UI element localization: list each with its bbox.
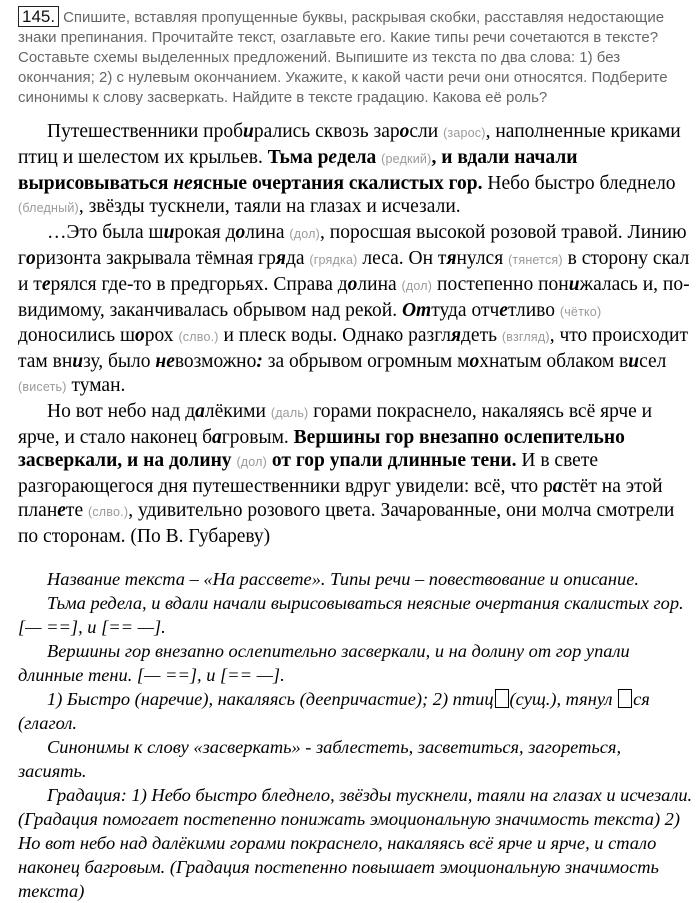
- zero-ending-box-icon: [618, 689, 632, 708]
- inserted-letter: не: [173, 172, 193, 194]
- exercise-instruction-block: [18, 6, 690, 108]
- text-run: дела: [337, 146, 382, 168]
- text-run: леса. Он т: [357, 247, 447, 269]
- inserted-letter: я: [450, 325, 462, 347]
- text-run: сли: [409, 121, 444, 142]
- text-run: Вершины гор внезапно ослепительно засверкали, и на долину: [18, 426, 625, 472]
- inserted-letter: е: [57, 499, 66, 521]
- inserted-letter: о: [135, 325, 145, 347]
- text-run: , удивительно розового цвета. Зачарованные, они молча смотрели по сторонам. (По В. Губареву): [18, 499, 675, 547]
- check-word-hint: (грядка): [309, 252, 358, 267]
- text-run: жалась и, по-видимому, заканчивалась обрывом над рекой.: [18, 273, 690, 321]
- check-word-hint: (взгляд): [501, 330, 550, 345]
- text-paragraph-1: [18, 120, 690, 221]
- text-run: лёкими: [204, 400, 271, 422]
- text-run: туда отч: [431, 299, 500, 321]
- check-word-hint: (дол): [289, 227, 321, 242]
- inserted-letter: е: [41, 273, 51, 295]
- exercise-instruction: Спишите, вставляя пропущенные буквы, раскрывая скобки, расставляя недостающие знаки препинания. Прочитайте текст, озаглавьте его. Какие типы речи сочетаются в тексте? Составьте схемы выделенных предложений. Выпишите из текста по два слова: 1) без окончания; 2) с нулевым окончанием. Укажите, к какой части речи они относятся. Подберите синонимы к слову засверкать. Найдите в тексте градацию. Какова её роль?: [18, 9, 668, 106]
- text-run: Путешественники проб: [47, 121, 244, 142]
- text-run: ризонта закрывала тёмная гр: [35, 247, 276, 269]
- text-run: нулся: [456, 247, 509, 269]
- inserted-letter: и: [163, 222, 175, 244]
- inserted-letter: и: [72, 351, 84, 373]
- text-run: Тьма р: [267, 146, 329, 168]
- inserted-punctuation: :: [256, 351, 263, 373]
- text-run: те: [65, 499, 88, 521]
- check-word-hint: (бледный): [18, 201, 79, 216]
- text-run: да: [285, 247, 310, 269]
- text-run: лина: [245, 222, 290, 244]
- answer-words-part: (сущ.), тянул: [509, 688, 613, 709]
- text-run: , поросшая высокой розовой травой. Линию г: [18, 222, 687, 269]
- text-run: тливо: [507, 299, 560, 321]
- text-run: от гор упали длинные тени.: [267, 450, 517, 472]
- text-run: Небо быстро бледнело: [482, 172, 676, 194]
- inserted-letter: о: [469, 351, 480, 373]
- text-run: гровым.: [221, 426, 294, 448]
- text-run: рокая д: [174, 222, 236, 244]
- text-run: зу, было: [83, 351, 156, 373]
- check-word-hint: (дол): [401, 278, 433, 293]
- text-run: горами покраснело, накаляясь всё ярче и ярче, и стало наконец б: [18, 400, 653, 448]
- inserted-letter: я: [446, 247, 457, 269]
- answer-scheme-1: Тьма редела, и вдали начали вырисовываться неясные очертания скалистых гор. [— ==], и [== —].: [18, 592, 684, 637]
- inserted-letter: е: [499, 299, 508, 321]
- text-run: рались сквозь зар: [253, 121, 400, 142]
- check-word-hint: (висеть): [18, 379, 67, 394]
- answer-words: [18, 687, 694, 735]
- answer-title-line: Название текста – «На рассвете». Типы речи – повествование и описание.: [47, 568, 639, 589]
- answer-synonyms: Синонимы к слову «засверкать» - заблестеть, засветиться, загореться, засиять.: [18, 736, 622, 781]
- exercise-text: [18, 120, 690, 549]
- check-word-hint: (дол): [236, 455, 268, 470]
- check-word-hint: (слво.): [178, 330, 219, 345]
- inserted-letter: о: [235, 222, 246, 244]
- inserted-letter: я: [275, 247, 286, 269]
- text-run: , что происходит там вн: [18, 325, 688, 373]
- check-word-hint: (зарос): [443, 126, 486, 140]
- text-run: рох: [144, 325, 179, 347]
- inserted-letter: о: [399, 121, 410, 142]
- exercise-number: 145.: [18, 6, 59, 27]
- text-run: сел: [639, 351, 667, 373]
- text-run: стёт на этой план: [18, 476, 663, 521]
- text-run: деть: [461, 325, 502, 347]
- answer-scheme-2: Вершины гор внезапно ослепительно засверкали, и на долину от гор упали длинные тени. [— ==], и [== —].: [18, 640, 630, 685]
- text-run: и плеск воды. Однако разгл: [218, 325, 451, 347]
- answer-words-part: ся (глагол.: [18, 688, 650, 733]
- text-run: ясные очертания скалистых гор.: [192, 172, 483, 194]
- text-run: рялся где-то в предгорьях. Справа д: [50, 273, 348, 295]
- inserted-letter: и: [568, 273, 580, 295]
- answer-gradation: Градация: 1) Небо быстро бледнело, звёзды тускнели, таяли на глазах и исчезали. (Градация помогает постепенно понижать эмоциональную значимость текста) 2) Но вот небо над далёкими горами покраснело, накаляясь всё ярче и ярче, и стало наконец багровым. (Градация постепенно повышает эмоциональную значимость текста): [18, 784, 693, 901]
- answer-block: [18, 567, 694, 903]
- zero-ending-box-icon: [495, 689, 509, 708]
- check-word-hint: (даль): [270, 405, 309, 420]
- text-paragraph-3: [18, 400, 690, 549]
- inserted-letter: о: [26, 247, 36, 269]
- text-run: в сторону скал и т: [18, 247, 690, 295]
- text-run: , наполненные криками птиц и шелестом их крыльев.: [18, 121, 681, 168]
- answer-words-part: 1) Быстро (наречие), накаляясь (деепричастие); 2) птиц: [47, 688, 494, 709]
- text-run: лина: [357, 273, 402, 295]
- inserted-letter: о: [347, 273, 358, 295]
- text-run: постепенно пон: [432, 273, 569, 295]
- inserted-letter: От: [401, 299, 432, 321]
- inserted-letter: а: [552, 476, 563, 498]
- text-run: хнатым облаком в: [479, 351, 629, 373]
- text-run: за обрывом огромным м: [262, 351, 470, 373]
- inserted-letter: а: [212, 426, 222, 448]
- check-word-hint: (тянется): [508, 252, 563, 267]
- check-word-hint: (редкий): [381, 151, 432, 166]
- text-run: , и вдали начали вырисовываться: [18, 146, 578, 194]
- text-run: И в свете разгорающегося дня путешественники вдруг увидели: всё, что р: [18, 450, 598, 498]
- inserted-letter: е: [328, 146, 338, 168]
- text-run: туман.: [66, 374, 126, 396]
- inserted-letter: и: [243, 121, 254, 142]
- inserted-letter: и: [628, 351, 640, 373]
- text-paragraph-2: [18, 221, 690, 400]
- check-word-hint: (слво.): [87, 504, 129, 519]
- inserted-letter: а: [195, 400, 205, 422]
- text-run: , звёзды тускнели, таяли на глазах и исчезали.: [78, 196, 461, 218]
- check-word-hint: (чётко): [559, 304, 602, 319]
- text-run: Но вот небо над д: [47, 400, 196, 422]
- text-run: доносились ш: [18, 325, 136, 347]
- inserted-letter: не: [155, 351, 175, 373]
- text-run: …Это была ш: [47, 222, 164, 244]
- text-run: возможно: [174, 351, 257, 373]
